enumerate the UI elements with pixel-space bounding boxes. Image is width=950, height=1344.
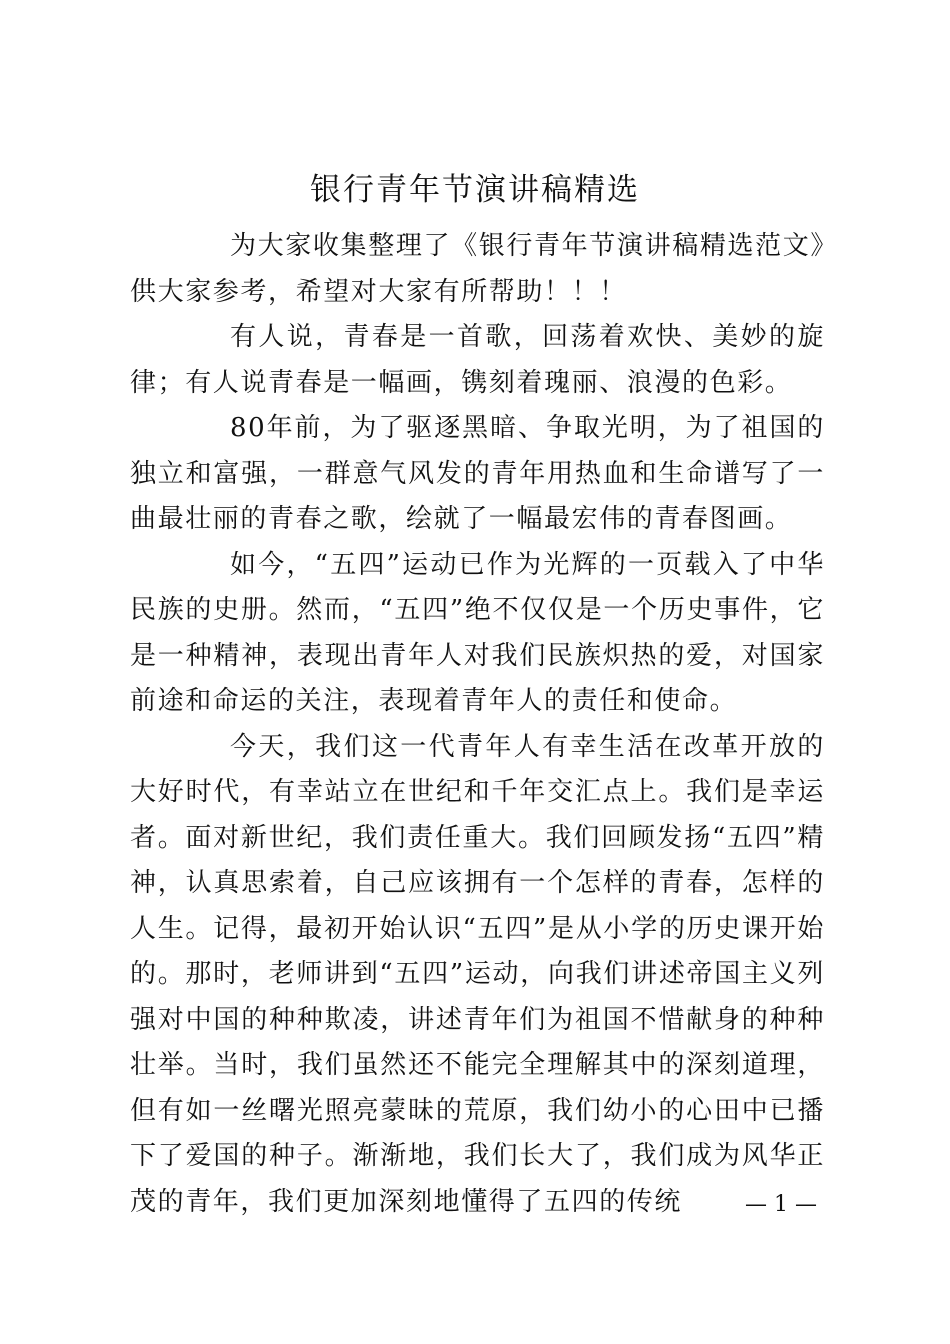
document-body bbox=[130, 224, 825, 1225]
document-title: 银行青年节演讲稿精选 bbox=[310, 172, 640, 208]
paragraph-intro: 为大家收集整理了《银行青年节演讲稿精选范文》供大家参考，希望对大家有所帮助！！！ bbox=[130, 231, 825, 307]
paragraph-history: 80年前，为了驱逐黑暗、争取光明，为了祖国的独立和富强，一群意气风发的青年用热血和生命谱写了一曲最壮丽的青春之歌，绘就了一幅最宏伟的青春图画。 bbox=[130, 413, 825, 534]
paragraph-may-fourth-spirit: 如今，“五四”运动已作为光辉的一页载入了中华民族的史册。然而，“五四”绝不仅仅是一个历史事件，它是一种精神，表现出青年人对我们民族炽热的爱，对国家前途和命运的关注，表现着青年人的责任和使命。 bbox=[130, 549, 825, 716]
paragraph-today: 今天，我们这一代青年人有幸生活在改革开放的大好时代，有幸站立在世纪和千年交汇点上。我们是幸运者。面对新世纪，我们责任重大。我们回顾发扬“五四”精神，认真思索着，自己应该拥有一个怎样的青春，怎样的人生。记得，最初开始认识“五四”是从小学的历史课开始的。那时，老师讲到“五四”运动，向我们讲述帝国主义列强对中国的种种欺凌，讲述青年们为祖国不惜献身的种种壮举。当时，我们虽然还不能完全理解其中的深刻道理，但有如一丝曙光照亮蒙昧的荒原，我们幼小的心田中已播下了爱国的种子。渐渐地，我们长大了，我们成为风华正茂的青年，我们更加深刻地懂得了五四的传统 bbox=[130, 731, 825, 1217]
paragraph-youth-metaphor: 有人说，青春是一首歌，回荡着欢快、美妙的旋律；有人说青春是一幅画，镌刻着瑰丽、浪漫的色彩。 bbox=[130, 322, 825, 398]
page-number: — 1 — bbox=[745, 1192, 817, 1217]
